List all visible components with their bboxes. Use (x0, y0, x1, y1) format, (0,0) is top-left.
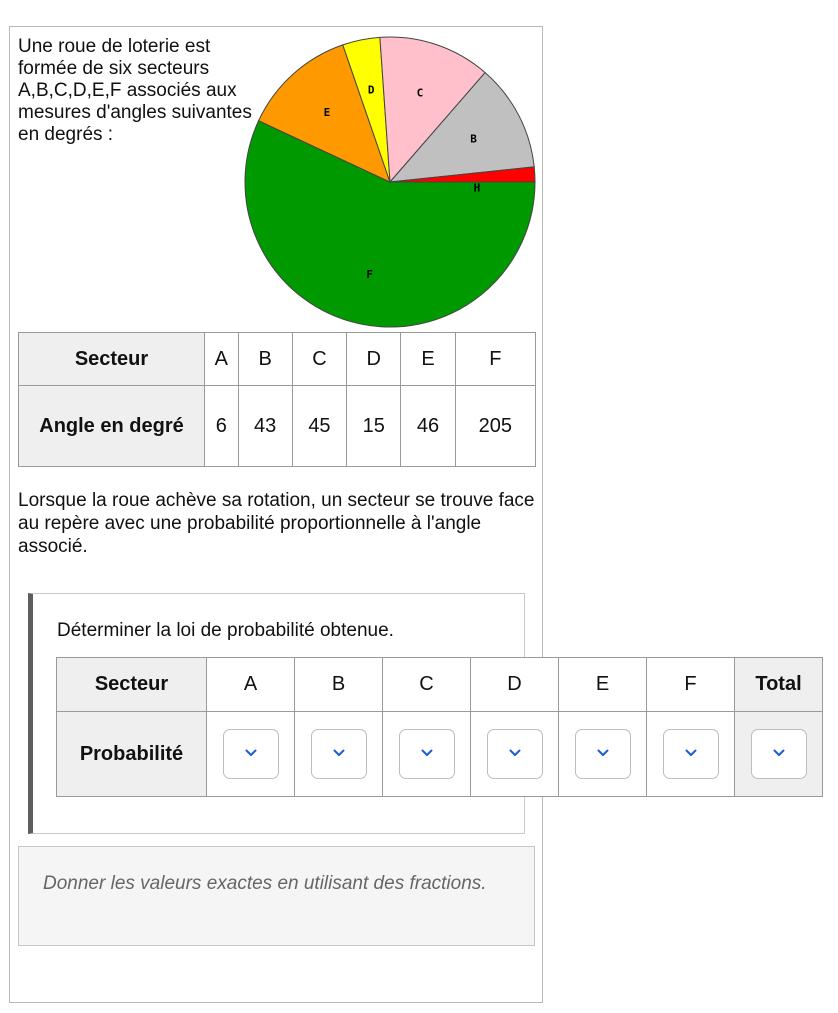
angle-e: 46 (401, 386, 455, 467)
prob-col-b: B (295, 658, 383, 712)
prob-col-e: E (559, 658, 647, 712)
angle-table-header-label: Secteur (19, 333, 205, 386)
prob-col-total: Total (735, 658, 823, 712)
probability-table (56, 657, 823, 797)
lottery-wheel-pie-chart (244, 36, 538, 330)
angle-a: 6 (205, 386, 239, 467)
prob-dropdown-b[interactable] (311, 729, 367, 779)
chevron-down-icon (333, 749, 345, 757)
prob-table-row-label: Probabilité (57, 712, 207, 797)
angle-c: 45 (292, 386, 346, 467)
prob-dropdown-e[interactable] (575, 729, 631, 779)
angle-table (18, 332, 536, 467)
prob-col-c: C (383, 658, 471, 712)
sector-d: D (347, 333, 401, 386)
sector-c: C (292, 333, 346, 386)
prob-dropdown-total[interactable] (751, 729, 807, 779)
chevron-down-icon (597, 749, 609, 757)
chevron-down-icon (685, 749, 697, 757)
chevron-down-icon (421, 749, 433, 757)
hint-box (18, 846, 535, 946)
question-text: Déterminer la loi de probabilité obtenue. (57, 620, 394, 641)
pie-label-d: D (367, 83, 375, 97)
sector-a: A (205, 333, 239, 386)
prob-col-d: D (471, 658, 559, 712)
prob-dropdown-a[interactable] (223, 729, 279, 779)
chevron-down-icon (509, 749, 521, 757)
pie-label-e: E (323, 106, 331, 119)
pie-label-h: H (473, 181, 481, 195)
angle-table-value-label: Angle en degré (19, 386, 205, 467)
sector-f: F (455, 333, 535, 386)
sector-e: E (401, 333, 455, 386)
angle-d: 15 (347, 386, 401, 467)
pie-label-b: B (470, 132, 477, 146)
pie-label-c: C (416, 86, 424, 100)
prob-table-header-label: Secteur (57, 658, 207, 712)
angle-b: 43 (238, 386, 292, 467)
prob-dropdown-c[interactable] (399, 729, 455, 779)
prob-col-a: A (207, 658, 295, 712)
sector-b: B (238, 333, 292, 386)
angle-f: 205 (455, 386, 535, 467)
chevron-down-icon (773, 749, 785, 757)
pie-label-f: F (366, 268, 373, 281)
hint-text: Donner les valeurs exactes en utilisant des fractions. (43, 873, 487, 894)
prob-dropdown-d[interactable] (487, 729, 543, 779)
rotation-paragraph: Lorsque la roue achève sa rotation, un secteur se trouve face au repère avec une probabilité proportionnelle à l'angle associé. (18, 490, 535, 557)
prob-dropdown-f[interactable] (663, 729, 719, 779)
chevron-down-icon (245, 749, 257, 757)
prob-col-f: F (647, 658, 735, 712)
intro-text: Une roue de loterie est formée de six secteurs A,B,C,D,E,F associés aux mesures d'angles suivantes en degrés : (18, 36, 252, 145)
